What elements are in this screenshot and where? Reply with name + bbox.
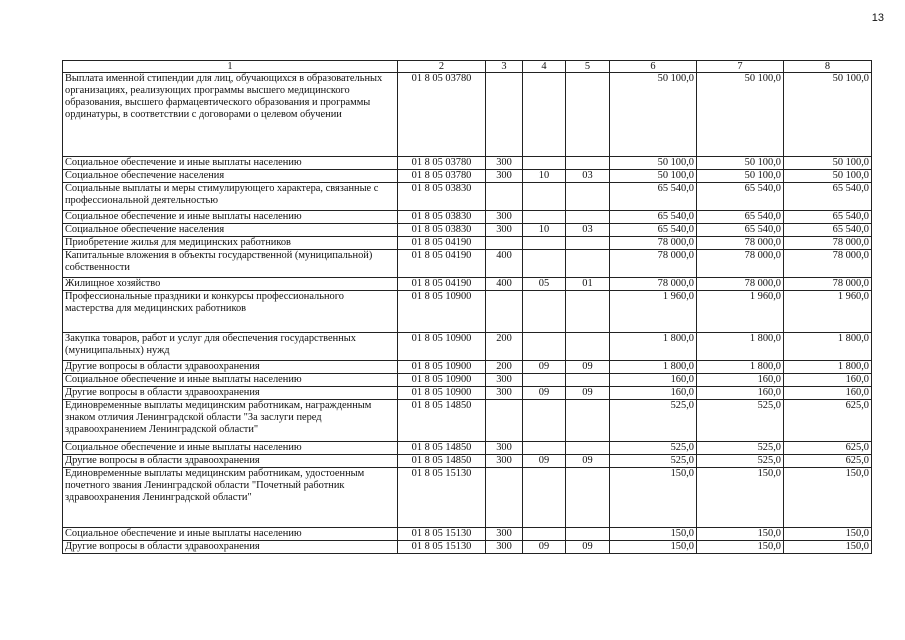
- row-value-col8-cell: 625,0: [784, 442, 872, 455]
- row-value-col8-cell: 150,0: [784, 541, 872, 554]
- row-value-col8-cell: 78 000,0: [784, 237, 872, 250]
- row-value-col6-cell: 150,0: [610, 541, 697, 554]
- row-name-cell: Выплата именной стипендии для лиц, обучающихся в образовательных организациях, реализующих программы высшего медицинского образования, высшего фармацевтического образования и программы ординатуры, в соответствии с договорами о целевом обучении: [63, 73, 398, 157]
- row-code-cell: 01 8 05 10900: [398, 374, 486, 387]
- row-name-cell: Другие вопросы в области здравоохранения: [63, 387, 398, 400]
- row-col4-cell: [523, 237, 566, 250]
- row-name-cell: Единовременные выплаты медицинским работникам, награжденным знаком отличия Ленинградской области "За заслуги перед здравоохранением Ленинградской области": [63, 400, 398, 442]
- row-col4-cell: 10: [523, 224, 566, 237]
- row-col3-cell: [486, 468, 523, 528]
- table-row: [63, 278, 872, 291]
- row-col3-cell: [486, 183, 523, 211]
- table-row: [63, 291, 872, 333]
- row-col5-cell: [566, 73, 610, 157]
- row-value-col8-cell: 1 800,0: [784, 361, 872, 374]
- row-value-col6-cell: 78 000,0: [610, 250, 697, 278]
- row-col3-cell: 300: [486, 387, 523, 400]
- row-col5-cell: 09: [566, 361, 610, 374]
- row-name-cell: Другие вопросы в области здравоохранения: [63, 455, 398, 468]
- row-value-col6-cell: 78 000,0: [610, 237, 697, 250]
- table-row: [63, 73, 872, 157]
- row-value-col7-cell: 1 800,0: [697, 361, 784, 374]
- row-col5-cell: [566, 374, 610, 387]
- row-value-col6-cell: 150,0: [610, 468, 697, 528]
- column-header: 2: [398, 61, 486, 73]
- row-col3-cell: 300: [486, 541, 523, 554]
- row-col3-cell: 300: [486, 224, 523, 237]
- column-header: 6: [610, 61, 697, 73]
- row-code-cell: 01 8 05 14850: [398, 400, 486, 442]
- row-col3-cell: 200: [486, 333, 523, 361]
- row-col4-cell: [523, 157, 566, 170]
- row-value-col6-cell: 525,0: [610, 400, 697, 442]
- row-value-col8-cell: 50 100,0: [784, 73, 872, 157]
- row-value-col8-cell: 160,0: [784, 387, 872, 400]
- row-col4-cell: 09: [523, 361, 566, 374]
- row-code-cell: 01 8 05 15130: [398, 528, 486, 541]
- row-value-col7-cell: 160,0: [697, 374, 784, 387]
- row-code-cell: 01 8 05 10900: [398, 387, 486, 400]
- column-header: 8: [784, 61, 872, 73]
- row-code-cell: 01 8 05 10900: [398, 333, 486, 361]
- row-col5-cell: 09: [566, 541, 610, 554]
- column-header: 7: [697, 61, 784, 73]
- row-value-col6-cell: 1 800,0: [610, 333, 697, 361]
- row-value-col7-cell: 78 000,0: [697, 278, 784, 291]
- column-header: 5: [566, 61, 610, 73]
- row-name-cell: Единовременные выплаты медицинским работникам, удостоенным почетного звания Ленинградской области "Почетный работник здравоохранения Ленинградской области": [63, 468, 398, 528]
- row-value-col7-cell: 1 800,0: [697, 333, 784, 361]
- header-row: [63, 61, 872, 73]
- row-col3-cell: 200: [486, 361, 523, 374]
- row-value-col6-cell: 160,0: [610, 387, 697, 400]
- row-name-cell: Другие вопросы в области здравоохранения: [63, 361, 398, 374]
- row-col3-cell: [486, 237, 523, 250]
- column-header: 4: [523, 61, 566, 73]
- row-name-cell: Социальное обеспечение и иные выплаты населению: [63, 157, 398, 170]
- row-col3-cell: 300: [486, 528, 523, 541]
- table-row: [63, 361, 872, 374]
- row-code-cell: 01 8 05 04190: [398, 278, 486, 291]
- row-col4-cell: 10: [523, 170, 566, 183]
- row-col4-cell: [523, 400, 566, 442]
- row-col3-cell: 400: [486, 250, 523, 278]
- row-code-cell: 01 8 05 03830: [398, 183, 486, 211]
- row-value-col8-cell: 625,0: [784, 455, 872, 468]
- row-code-cell: 01 8 05 14850: [398, 455, 486, 468]
- row-value-col6-cell: 50 100,0: [610, 157, 697, 170]
- row-col3-cell: 300: [486, 170, 523, 183]
- row-col4-cell: [523, 73, 566, 157]
- table-row: [63, 400, 872, 442]
- row-name-cell: Социальное обеспечение и иные выплаты населению: [63, 374, 398, 387]
- row-col3-cell: 300: [486, 374, 523, 387]
- row-value-col8-cell: 160,0: [784, 374, 872, 387]
- row-value-col8-cell: 65 540,0: [784, 224, 872, 237]
- row-col5-cell: [566, 183, 610, 211]
- row-value-col6-cell: 65 540,0: [610, 211, 697, 224]
- row-value-col7-cell: 65 540,0: [697, 224, 784, 237]
- row-code-cell: 01 8 05 03780: [398, 73, 486, 157]
- row-code-cell: 01 8 05 10900: [398, 291, 486, 333]
- row-name-cell: Жилищное хозяйство: [63, 278, 398, 291]
- row-code-cell: 01 8 05 10900: [398, 361, 486, 374]
- row-code-cell: 01 8 05 03780: [398, 170, 486, 183]
- row-col3-cell: 300: [486, 211, 523, 224]
- row-col5-cell: [566, 400, 610, 442]
- row-col4-cell: 05: [523, 278, 566, 291]
- column-header: 1: [63, 61, 398, 73]
- row-value-col6-cell: 78 000,0: [610, 278, 697, 291]
- row-value-col7-cell: 1 960,0: [697, 291, 784, 333]
- table-body: [63, 73, 872, 554]
- row-col4-cell: 09: [523, 541, 566, 554]
- row-value-col8-cell: 65 540,0: [784, 183, 872, 211]
- row-value-col6-cell: 65 540,0: [610, 224, 697, 237]
- row-col5-cell: [566, 528, 610, 541]
- row-name-cell: Социальное обеспечение и иные выплаты населению: [63, 528, 398, 541]
- row-name-cell: Капитальные вложения в объекты государственной (муниципальной) собственности: [63, 250, 398, 278]
- row-value-col8-cell: 1 960,0: [784, 291, 872, 333]
- row-value-col8-cell: 50 100,0: [784, 170, 872, 183]
- row-col4-cell: [523, 250, 566, 278]
- column-header: 3: [486, 61, 523, 73]
- row-col5-cell: [566, 442, 610, 455]
- table-row: [63, 528, 872, 541]
- row-value-col6-cell: 150,0: [610, 528, 697, 541]
- row-col5-cell: [566, 211, 610, 224]
- row-value-col6-cell: 525,0: [610, 455, 697, 468]
- row-value-col6-cell: 1 800,0: [610, 361, 697, 374]
- row-code-cell: 01 8 05 03830: [398, 224, 486, 237]
- table-row: [63, 224, 872, 237]
- row-col4-cell: 09: [523, 387, 566, 400]
- row-col5-cell: [566, 333, 610, 361]
- row-code-cell: 01 8 05 04190: [398, 237, 486, 250]
- row-value-col7-cell: 150,0: [697, 541, 784, 554]
- row-col4-cell: [523, 468, 566, 528]
- table-row: [63, 455, 872, 468]
- table-row: [63, 374, 872, 387]
- row-value-col7-cell: 50 100,0: [697, 170, 784, 183]
- row-value-col7-cell: 150,0: [697, 468, 784, 528]
- row-col4-cell: [523, 211, 566, 224]
- row-value-col8-cell: 150,0: [784, 468, 872, 528]
- row-col3-cell: 300: [486, 442, 523, 455]
- row-col5-cell: 09: [566, 387, 610, 400]
- table-row: [63, 157, 872, 170]
- row-col4-cell: [523, 183, 566, 211]
- row-code-cell: 01 8 05 04190: [398, 250, 486, 278]
- row-col5-cell: 01: [566, 278, 610, 291]
- row-value-col6-cell: 65 540,0: [610, 183, 697, 211]
- row-col4-cell: [523, 291, 566, 333]
- table-row: [63, 237, 872, 250]
- row-name-cell: Социальное обеспечение и иные выплаты населению: [63, 442, 398, 455]
- row-col4-cell: [523, 528, 566, 541]
- row-value-col8-cell: 78 000,0: [784, 278, 872, 291]
- row-name-cell: Социальное обеспечение населения: [63, 224, 398, 237]
- row-value-col7-cell: 50 100,0: [697, 157, 784, 170]
- row-col5-cell: [566, 157, 610, 170]
- row-value-col8-cell: 1 800,0: [784, 333, 872, 361]
- row-col5-cell: [566, 250, 610, 278]
- row-name-cell: Социальные выплаты и меры стимулирующего характера, связанные с профессиональной деятельностью: [63, 183, 398, 211]
- row-name-cell: Социальное обеспечение и иные выплаты населению: [63, 211, 398, 224]
- table-row: [63, 211, 872, 224]
- row-value-col7-cell: 78 000,0: [697, 250, 784, 278]
- row-value-col7-cell: 525,0: [697, 442, 784, 455]
- row-value-col8-cell: 78 000,0: [784, 250, 872, 278]
- table-row: [63, 468, 872, 528]
- row-value-col6-cell: 50 100,0: [610, 73, 697, 157]
- budget-table: [62, 60, 872, 554]
- row-value-col6-cell: 525,0: [610, 442, 697, 455]
- row-col3-cell: 300: [486, 157, 523, 170]
- row-col4-cell: [523, 333, 566, 361]
- table-row: [63, 387, 872, 400]
- row-value-col8-cell: 50 100,0: [784, 157, 872, 170]
- row-value-col7-cell: 78 000,0: [697, 237, 784, 250]
- row-value-col8-cell: 65 540,0: [784, 211, 872, 224]
- row-value-col7-cell: 50 100,0: [697, 73, 784, 157]
- row-col5-cell: 03: [566, 224, 610, 237]
- table-row: [63, 442, 872, 455]
- table-row: [63, 183, 872, 211]
- row-col3-cell: 300: [486, 455, 523, 468]
- table-row: [63, 333, 872, 361]
- page-number: 13: [871, 12, 884, 24]
- row-col4-cell: [523, 442, 566, 455]
- row-value-col8-cell: 150,0: [784, 528, 872, 541]
- row-col5-cell: [566, 291, 610, 333]
- row-name-cell: Профессиональные праздники и конкурсы профессионального мастерства для медицинских работников: [63, 291, 398, 333]
- row-col4-cell: [523, 374, 566, 387]
- row-col3-cell: [486, 400, 523, 442]
- row-code-cell: 01 8 05 03830: [398, 211, 486, 224]
- row-col5-cell: [566, 468, 610, 528]
- row-value-col6-cell: 1 960,0: [610, 291, 697, 333]
- row-code-cell: 01 8 05 03780: [398, 157, 486, 170]
- row-value-col7-cell: 65 540,0: [697, 183, 784, 211]
- row-value-col7-cell: 160,0: [697, 387, 784, 400]
- row-col3-cell: [486, 291, 523, 333]
- row-col3-cell: [486, 73, 523, 157]
- row-col5-cell: 03: [566, 170, 610, 183]
- row-value-col7-cell: 150,0: [697, 528, 784, 541]
- row-value-col8-cell: 625,0: [784, 400, 872, 442]
- row-value-col6-cell: 50 100,0: [610, 170, 697, 183]
- table-row: [63, 541, 872, 554]
- row-value-col7-cell: 525,0: [697, 455, 784, 468]
- row-code-cell: 01 8 05 15130: [398, 468, 486, 528]
- row-code-cell: 01 8 05 15130: [398, 541, 486, 554]
- table-row: [63, 170, 872, 183]
- row-name-cell: Закупка товаров, работ и услуг для обеспечения государственных (муниципальных) нужд: [63, 333, 398, 361]
- row-value-col7-cell: 525,0: [697, 400, 784, 442]
- row-col3-cell: 400: [486, 278, 523, 291]
- row-col5-cell: [566, 237, 610, 250]
- row-col4-cell: 09: [523, 455, 566, 468]
- table-row: [63, 250, 872, 278]
- row-code-cell: 01 8 05 14850: [398, 442, 486, 455]
- row-value-col7-cell: 65 540,0: [697, 211, 784, 224]
- row-name-cell: Социальное обеспечение населения: [63, 170, 398, 183]
- row-col5-cell: 09: [566, 455, 610, 468]
- row-value-col6-cell: 160,0: [610, 374, 697, 387]
- row-name-cell: Приобретение жилья для медицинских работников: [63, 237, 398, 250]
- row-name-cell: Другие вопросы в области здравоохранения: [63, 541, 398, 554]
